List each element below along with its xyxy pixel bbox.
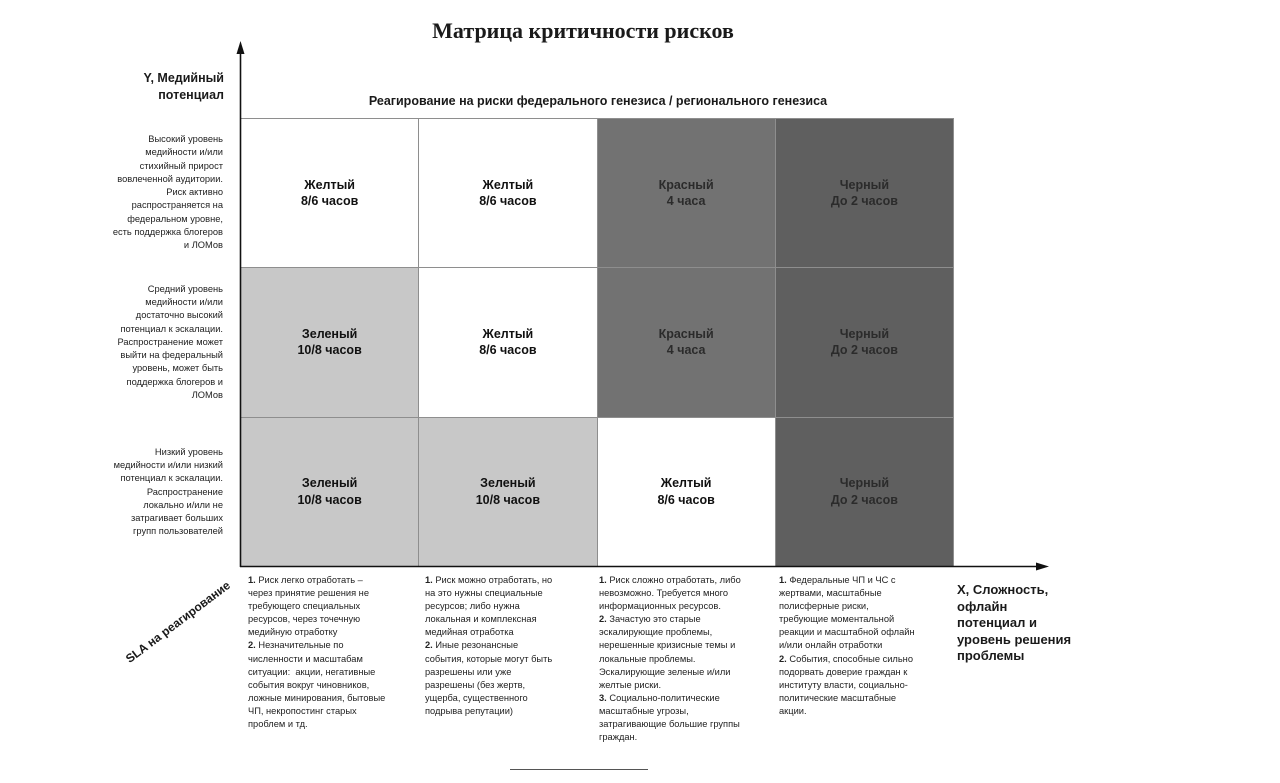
column-description-line [425, 587, 552, 600]
column-description-line [248, 574, 385, 587]
list-text: Риск сложно отработать, либо [609, 575, 741, 585]
column-description-line [779, 639, 915, 652]
column-description-line [599, 639, 741, 652]
page-title: Матрица критичности рисков [432, 18, 734, 43]
matrix-cell-r1-c2 [419, 119, 596, 267]
row-description-line: медийности и/или [145, 147, 223, 158]
column-description-line [599, 587, 741, 600]
x-axis-label-line: уровень решения [957, 631, 1072, 647]
list-text: численности и масштабам [248, 653, 363, 664]
row-description-line: ЛОМов [191, 390, 223, 401]
cell-level-name: Зеленый [301, 326, 358, 341]
list-text: Эскалирующие зеленые и/или [599, 666, 731, 677]
row-description-line: медийности и/или [145, 296, 223, 307]
list-text: масштабные угрозы, [599, 705, 689, 716]
x-axis-label-line: проблемы [957, 648, 1025, 664]
y-axis-label-line: потенциал [158, 88, 224, 102]
y-axis-label [90, 70, 224, 104]
list-text: желтые риски. [599, 679, 662, 690]
list-text: подорвать доверие граждан к [779, 666, 908, 677]
column-description-line [248, 666, 385, 679]
column-description-line [779, 574, 915, 587]
column-description-line [248, 718, 385, 731]
column-description-line [248, 679, 385, 692]
list-text: локальная и комплексная [425, 614, 537, 625]
column-description-line [425, 705, 552, 718]
list-text: требующие моментальной [779, 614, 895, 625]
list-text: ЧП, некропостинг старых [248, 705, 357, 716]
matrix-cell-r2-c2 [419, 268, 596, 416]
row-description-line: вовлеченной аудитории. [117, 173, 223, 184]
cell-level-name: Желтый [482, 177, 534, 192]
row-description-line: федеральном уровне, [127, 213, 223, 224]
matrix-cell-r2-c1 [241, 268, 418, 416]
list-text: медийную отработку [248, 627, 338, 638]
sla-label: SLA на реагирование [123, 578, 233, 666]
column-description-4 [779, 574, 915, 718]
cell-sla-time: 8/6 часов [657, 492, 715, 507]
list-text: ущерба, существенного [425, 692, 528, 703]
list-text: ресурсов; либо нужна [425, 601, 520, 612]
row-description-line: потенциал к эскалации. [120, 473, 223, 484]
matrix-cell-r2-c3 [598, 268, 775, 416]
list-text: информационных ресурсов. [599, 601, 721, 612]
row-description-line: поддержка блогеров и [126, 376, 223, 387]
list-number: 1. [425, 575, 433, 585]
row-description-2 [60, 268, 223, 418]
row-description-line: выйти на федеральный [120, 350, 223, 361]
row-description-line: распространяется на [131, 200, 223, 211]
cell-sla-time: 4 часа [666, 343, 706, 358]
cell-level-name: Черный [839, 476, 890, 491]
list-text: затрагивающие большие группы [599, 719, 740, 730]
list-text: Федеральные ЧП и ЧС с [789, 575, 896, 585]
row-description-line: стихийный прирост [139, 160, 223, 171]
row-description-line: уровень, может быть [132, 363, 223, 374]
list-text: жертвами, масштабные [779, 588, 882, 599]
column-description-line [425, 600, 552, 613]
cell-sla-time: До 2 часов [830, 343, 898, 358]
list-number: 2. [779, 653, 787, 664]
column-description-line [599, 705, 741, 718]
column-description-line [248, 639, 385, 652]
column-description-line [779, 705, 915, 718]
column-description-line [425, 692, 552, 705]
cell-sla-time: 8/6 часов [479, 343, 537, 358]
cell-level-name: Черный [839, 326, 890, 341]
column-description-3 [599, 574, 741, 744]
list-text: Риск можно отработать, но [435, 575, 553, 585]
list-number: 2. [425, 640, 433, 651]
column-description-line [248, 613, 385, 626]
row-description-line: достаточно высокий [135, 310, 223, 321]
list-text: акции. [779, 705, 807, 716]
column-description-line [425, 639, 552, 652]
list-text: через принятие решения не [248, 588, 369, 599]
column-description-line [425, 653, 552, 666]
matrix-cell-r2-c4 [776, 268, 953, 416]
list-text: подрыва репутации) [425, 705, 514, 716]
column-description-1 [248, 574, 385, 731]
x-axis-arrowhead [1036, 563, 1049, 571]
column-description-line [779, 613, 915, 626]
row-description-line: Высокий уровень [148, 133, 223, 144]
column-description-line [599, 574, 741, 587]
cell-sla-time: 8/6 часов [300, 194, 359, 209]
x-axis-label-line: потенциал и [957, 615, 1037, 631]
cell-sla-time: 10/8 часов [297, 492, 362, 507]
list-text: реакции и масштабной офлайн [779, 627, 915, 638]
column-description-line [599, 679, 741, 692]
column-description-line [248, 705, 385, 718]
list-text: политические масштабные [779, 692, 897, 703]
list-number: 2. [248, 640, 256, 651]
column-description-line [599, 718, 741, 731]
list-text: граждан. [599, 732, 638, 743]
list-text: Зачастую это старые [609, 614, 701, 625]
cell-sla-time: До 2 часов [830, 492, 898, 507]
list-number: 3. [599, 692, 607, 703]
cell-level-name: Красный [658, 326, 714, 341]
list-text: разрешены (без жертв, [425, 679, 526, 690]
list-text: эскалирующие проблемы, [599, 627, 713, 638]
list-text: локальные проблемы. [599, 653, 696, 664]
y-axis-arrowhead [237, 41, 245, 54]
risk-matrix-grid [240, 118, 954, 567]
row-description-line: медийности и/или низкий [113, 459, 223, 470]
list-text: Иные резонансные [435, 640, 519, 651]
row-description-line: групп пользователей [133, 526, 223, 537]
column-description-line [599, 666, 741, 679]
list-text: Незначительные по [258, 640, 344, 651]
list-text: институту власти, социально- [779, 679, 908, 690]
list-text: события, которые могут быть [425, 653, 553, 664]
matrix-cell-r1-c1 [241, 119, 418, 267]
column-description-line [599, 626, 741, 639]
list-number: 1. [248, 575, 256, 585]
column-description-line [248, 653, 385, 666]
cell-level-name: Желтый [304, 177, 355, 192]
column-description-line [248, 692, 385, 705]
list-text: Социально-политические [609, 692, 720, 703]
cell-sla-time: До 2 часов [830, 194, 898, 209]
column-description-line [248, 626, 385, 639]
y-axis-label-line: Y, Медийный [143, 71, 224, 85]
cell-sla-time: 8/6 часов [479, 194, 537, 209]
x-axis-label-line: X, Сложность, [957, 582, 1049, 597]
column-description-2 [425, 574, 552, 718]
cell-level-name: Зеленый [480, 476, 536, 491]
matrix-cell-r3-c4 [776, 418, 953, 566]
cell-sla-time: 4 часа [666, 194, 706, 209]
list-text: и/или онлайн отработки [779, 640, 883, 651]
row-description-3 [60, 417, 223, 567]
column-description-line [248, 587, 385, 600]
list-text: на это нужны специальные [425, 588, 543, 599]
list-text: События, способные сильно [789, 653, 913, 664]
list-text: требующего специальных [248, 601, 361, 612]
cell-level-name: Красный [658, 177, 714, 192]
column-description-line [599, 613, 741, 626]
list-number: 1. [599, 575, 607, 585]
column-description-line [779, 626, 915, 639]
row-description-line: потенциал к эскалации. [120, 323, 223, 334]
matrix-cell-r1-c4 [776, 119, 953, 267]
x-axis-label-line: офлайн [957, 598, 1008, 614]
matrix-cell-r3-c2 [419, 418, 596, 566]
column-description-line [425, 613, 552, 626]
list-text: Риск легко отработать – [258, 575, 363, 585]
list-text: события вокруг чиновников, [248, 679, 370, 690]
row-description-line: затрагивает больших [131, 513, 223, 524]
row-description-line: Риск активно [166, 187, 223, 198]
x-axis-label [957, 582, 1071, 665]
matrix-cell-r3-c1 [241, 418, 418, 566]
column-description-line [599, 653, 741, 666]
matrix-header: Реагирование на риски федерального генезиса / регионального генезиса [368, 94, 828, 108]
column-description-line [779, 666, 915, 679]
list-text: нерешенные кризисные темы и [599, 640, 736, 651]
list-number: 2. [599, 614, 607, 625]
row-description-line: и ЛОМов [183, 240, 223, 251]
matrix-cell-r1-c3 [598, 119, 775, 267]
list-text: ресурсов, через точечную [248, 614, 361, 625]
list-text: ложные минирования, бытовые [248, 692, 386, 703]
list-text: невозможно. Требуется много [599, 588, 729, 599]
list-text: медийная отработка [425, 627, 514, 638]
list-text: полисферные риски, [779, 601, 869, 612]
list-number: 1. [779, 575, 787, 585]
list-text: ситуации: акции, негативные [248, 666, 376, 677]
list-text: разрешены или уже [425, 666, 512, 677]
row-description-line: есть поддержка блогеров [112, 227, 223, 238]
column-description-line [779, 679, 915, 692]
list-text: проблем и тд. [248, 719, 308, 730]
cell-level-name: Желтый [660, 476, 712, 491]
column-description-line [425, 574, 552, 587]
row-description-line: Низкий уровень [154, 446, 223, 457]
cell-level-name: Черный [839, 177, 890, 192]
column-description-line [599, 731, 741, 744]
cell-sla-time: 10/8 часов [475, 492, 541, 507]
column-description-line [425, 626, 552, 639]
column-description-line [779, 600, 915, 613]
column-description-line [248, 600, 385, 613]
cell-level-name: Желтый [482, 326, 534, 341]
row-description-line: Средний уровень [147, 283, 223, 294]
column-description-line [599, 692, 741, 705]
column-description-line [779, 692, 915, 705]
row-description-1 [60, 118, 223, 268]
column-description-line [425, 679, 552, 692]
row-description-line: Распространение может [117, 336, 223, 347]
column-description-line [779, 653, 915, 666]
cell-level-name: Зеленый [301, 476, 358, 491]
column-description-line [425, 666, 552, 679]
bottom-divider [510, 769, 648, 770]
row-descriptions [60, 118, 223, 567]
row-description-line: локально и/или не [143, 499, 223, 510]
cell-sla-time: 10/8 часов [297, 343, 362, 358]
matrix-cell-r3-c3 [598, 418, 775, 566]
row-description-line: Распространение [146, 486, 223, 497]
column-description-line [599, 600, 741, 613]
column-description-line [779, 587, 915, 600]
